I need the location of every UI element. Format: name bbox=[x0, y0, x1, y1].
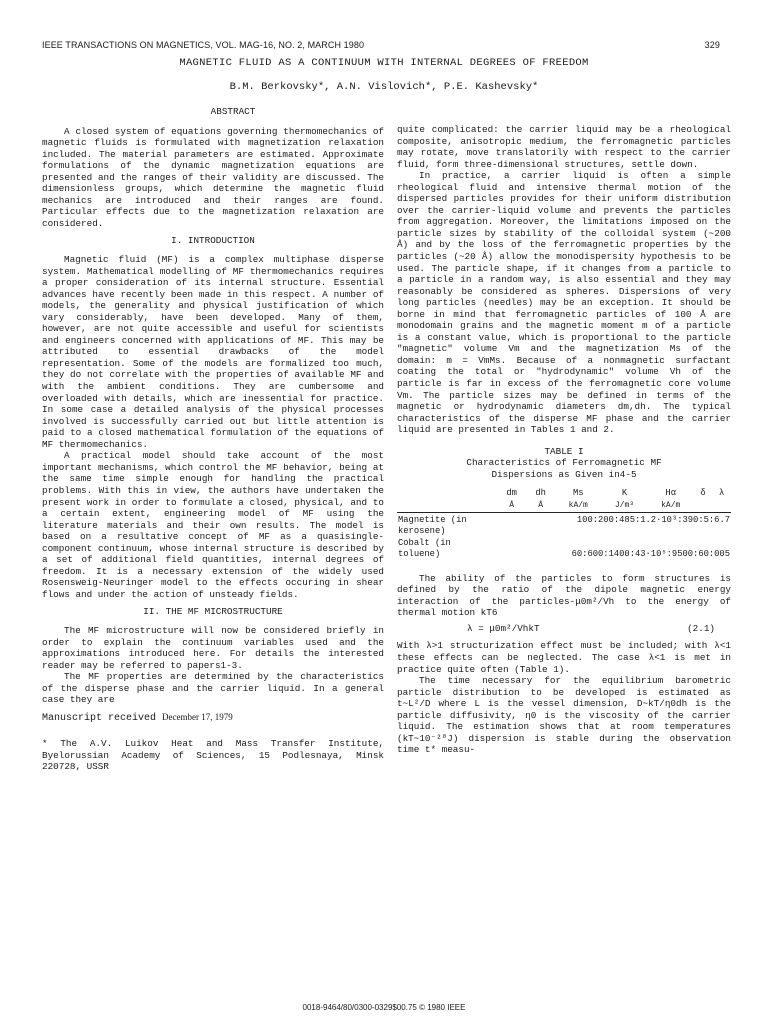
table1-header-row bbox=[397, 488, 731, 500]
page-number: 329 bbox=[704, 40, 720, 50]
table1-col-header: δ bbox=[700, 488, 706, 499]
right-paragraph-4: With λ>1 structurization effect must be included; with λ<1 these effects can be neglected. The case λ<1 is met in practice quite often (Table 1). bbox=[397, 640, 731, 675]
table1-row-values: 100:200:485:1.2·10³:390:5:6.7 bbox=[576, 514, 730, 525]
table1-row-values: 60:600:1400:43·10⁵:9500:60:005 bbox=[571, 549, 730, 560]
journal-header: IEEE TRANSACTIONS ON MAGNETICS, VOL. MAG-16, NO. 2, MARCH 1980 bbox=[42, 40, 365, 50]
table1-unit: Å bbox=[538, 500, 544, 510]
abstract-text: A closed system of equations governing thermomechanics of magnetic fluids is formulated with magnetization relaxation included. The material parameters are estimated. Approximate formulations of the dynamic magnetization equations are presented and the ranges of their validity are discussed. The dimensionless groups, which determine the magnetic fluid mechanics are introduced and their ranges are found. Particular effects due to the magnetization relaxation are considered. bbox=[42, 125, 384, 229]
table1-col-header: λ bbox=[719, 488, 725, 499]
copyright-line: 0018-9464/80/0300-0329$00.75 © 1980 IEEE bbox=[302, 1003, 466, 1012]
table1 bbox=[397, 488, 731, 560]
manuscript-received bbox=[42, 712, 384, 725]
microstructure-paragraph-1: The MF microstructure will now be considered briefly in order to explain the continuum variables used and the approximations introduced here. For details the interested reader may be referred to papers1-3. bbox=[42, 624, 384, 671]
right-paragraph-5: The time necessary for the equilibrium barometric particle distribution to be developed is estimated as t~L²/D where L is the vessel dimension, D~kT/η0dh is the particle diffusivity, η0 is the viscosity of the carrier liquid. The estimation shows that at room temperatures (kT~10⁻²⁰J) dispersion is stable during the observation time t* measu- bbox=[397, 675, 731, 756]
table1-caption-line1: Characteristics of Ferromagnetic MF bbox=[466, 457, 662, 469]
table-row bbox=[397, 538, 731, 550]
section-heading-introduction: I. INTRODUCTION bbox=[171, 235, 255, 247]
equation-2-1 bbox=[397, 619, 731, 641]
section-heading-microstructure: II. THE MF MICROSTRUCTURE bbox=[143, 606, 283, 618]
table1-caption bbox=[397, 446, 731, 481]
table1-col-header: K bbox=[621, 488, 628, 499]
right-paragraph-3: The ability of the particles to form structures is defined by the ratio of the dipole magnetic energy interaction of the particles-μ0m²/Vh to the energy of thermal motion kT6 bbox=[397, 572, 731, 619]
table-row bbox=[397, 526, 731, 538]
equation-number: (2.1) bbox=[687, 622, 715, 634]
table1-unit: kA/m bbox=[661, 500, 681, 510]
right-paragraph-2: In practice, a carrier liquid is often a simple rheological fluid and intensive thermal motion of the dispersed particles provides for their uniform distribution over the carrier-liquid volume and prevents the particles from aggregation. Moreover, the limitations imposed on the particle sizes by stability of the colloidal system (~200 Å) and by the loss of the ferromagnetic properties by the particles (~20 Å) allow the monodispersity hypothesis to be used. The particle shape, if it changes from a particle to a particle in a random way, is also essential and they may reasonably be considered as spheres. Dispersions of very long particles (needles) may be an exception. It should be borne in mind that ferromagnetic particles of 100 Å are monodomain grains and the magnetic moment m of a particle is a constant value, which is proportional to the particle "magnetic" volume Vm and the magnetization Ms of the domain: m = VmMs. Because of a nonmagnetic surfactant coating the total or "hydrodynamic" volume Vh of the particle is far in excess of the ferromagnetic core volume Vm. The particle sizes may be defined in terms of the magnetic or hydrodynamic diameters dm,dh. The typical characteristics of the disperse MF phase and the carrier liquid are presented in Tables 1 and 2. bbox=[397, 170, 731, 436]
table1-unit bbox=[712, 500, 731, 512]
table1-unit: Å bbox=[509, 500, 515, 510]
table1-row-name-cont: toluene) bbox=[398, 549, 441, 560]
table1-col-header: Hα bbox=[665, 488, 676, 499]
table1-unit bbox=[694, 500, 712, 512]
table1-units-row bbox=[397, 500, 731, 512]
table1-row-name-cont: kerosene) bbox=[398, 526, 446, 537]
table1-row-name: Magnetite (in bbox=[398, 514, 467, 525]
table1-unit: kA/m bbox=[568, 500, 588, 510]
table-row bbox=[397, 549, 731, 561]
right-column bbox=[397, 124, 731, 756]
abstract-heading: ABSTRACT bbox=[210, 106, 256, 117]
paper-authors: B.M. Berkovsky*, A.N. Vislovich*, P.E. Kashevsky* bbox=[229, 81, 539, 93]
manuscript-label: Manuscript received bbox=[42, 712, 157, 724]
table1-col-header: Ms bbox=[572, 488, 584, 499]
right-paragraph-1: quite complicated: the carrier liquid may be a rheological composite, anisotropic medium, the ferromagnetic particles may rotate, move translatorily with respect to the carrier fluid, form three-dimensional structures, settle down. bbox=[397, 124, 731, 170]
left-column bbox=[42, 106, 384, 773]
table1-col-header: dm bbox=[506, 488, 517, 499]
table1-caption-line2: Dispersions as Given in4-5 bbox=[491, 468, 637, 480]
affiliation-footnote: * The A.V. Luikov Heat and Mass Transfer Institute, Byelorussian Academy of Sciences, 15 Podlesnaya, Minsk 220728, USSR bbox=[42, 738, 384, 773]
manuscript-date: December 17, 1979 bbox=[162, 711, 233, 722]
table1-col-header: dh bbox=[535, 488, 546, 499]
table1-label: TABLE I bbox=[544, 445, 584, 457]
table-row bbox=[397, 515, 731, 527]
intro-paragraph-1: Magnetic fluid (MF) is a complex multiphase disperse system. Mathematical modelling of MF thermomechanics requires a proper consideration of its internal structure. Essential advances have recently been made in this respect. A number of models, the generality and physical justification of which vary considerably, have been developed. Many of them, however, are not quite accessible and useful for scientists and engineers concerned with applications of MF. This may be attributed to essential drawbacks of the model representation. Some of the models are formalized too much, they do not correlate with the properties of available MF and with the ambient conditions. They are cumbersome and overloaded with details, which are inessential for practice. In some case a detailed analysis of the physical processes involved is successfully carried out but little attention is paid to a closed mathematical formulation of the equations of MF thermomechanics. bbox=[42, 254, 384, 450]
table1-unit: J/m³ bbox=[614, 500, 635, 510]
table1-row-name: Cobalt (in bbox=[398, 537, 451, 548]
intro-paragraph-2: A practical model should take account of the most important mechanisms, which control the MF behavior, being at the same time simple enough for handling the practical problems. With this in view, the authors have undertaken the present work in order to formulate a closed, physical, and to a certain extent, engineering model of MF using the literature materials and their own results. The model is based on a resultative concept of MF as a quasisingle-component continuum, whose internal structure is described by a set of additional field quantities, internal degrees of freedom. It is a necessary extension of the widely used Rosensweig-Neuringer model to the effects occuring in shear flows and under the action of unsteady fields. bbox=[42, 450, 384, 600]
equation-body: λ = μ0m²/VhkT bbox=[467, 622, 540, 634]
paper-title: MAGNETIC FLUID AS A CONTINUUM WITH INTERNAL DEGREES OF FREEDOM bbox=[179, 57, 589, 69]
microstructure-paragraph-2: The MF properties are determined by the characteristics of the disperse phase and the carrier liquid. In a general case they are bbox=[42, 671, 384, 706]
